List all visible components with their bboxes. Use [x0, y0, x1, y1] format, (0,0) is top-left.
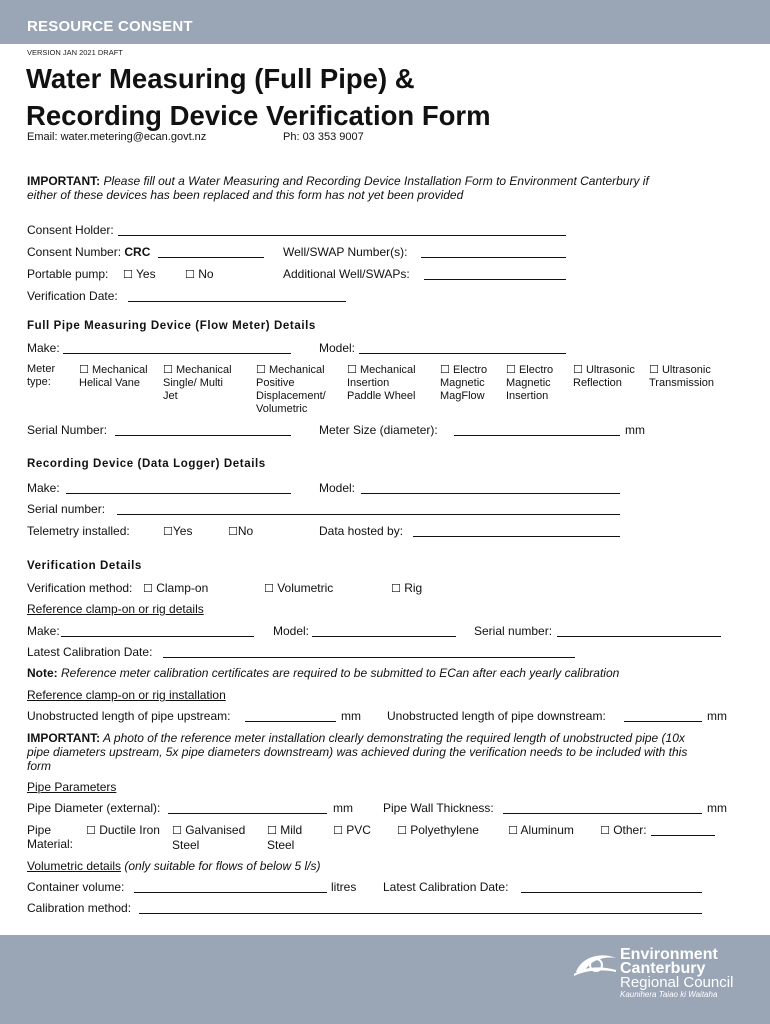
calibration-method-field[interactable]	[139, 913, 702, 914]
important-note	[27, 174, 747, 202]
material-galvanised-option[interactable]: ☐ Galvanised Steel	[172, 823, 246, 852]
checkbox-icon[interactable]: ☐	[79, 364, 89, 376]
meter-serial-label: Serial Number:	[27, 423, 108, 437]
meter-type-ultrasonic-reflection[interactable]: ☐ Ultrasonic Reflection	[573, 364, 635, 389]
pipe-diameter-unit: mm	[333, 801, 353, 815]
logger-make-label: Make:	[27, 481, 60, 495]
pipe-parameters-subheading: Pipe Parameters	[27, 780, 117, 794]
checkbox-icon[interactable]: ☐	[123, 269, 133, 281]
consent-number-field[interactable]	[158, 257, 264, 258]
header-banner	[0, 0, 770, 44]
ref-serial-label: Serial number:	[474, 624, 553, 638]
wellswap-label: Well/SWAP Number(s):	[283, 245, 408, 259]
checkbox-icon[interactable]: ☐	[185, 269, 195, 281]
downstream-label: Unobstructed length of pipe downstream:	[387, 709, 606, 723]
checkbox-icon[interactable]: ☐	[649, 364, 659, 376]
photo-important-note: IMPORTANT: A photo of the reference meter installation clearly demonstrating the required length of unobstructed pipe (10x pipe diameters upstream, 5x pipe diameters downstream) was achieved during the verification needs to be included with this form	[27, 731, 688, 773]
checkbox-icon[interactable]: ☐	[163, 526, 173, 538]
checkbox-icon[interactable]: ☐	[391, 583, 401, 595]
method-rig-option[interactable]: ☐ Rig	[391, 581, 423, 595]
meter-size-unit: mm	[625, 423, 645, 437]
material-polyethylene-option[interactable]: ☐ Polyethylene	[397, 823, 479, 837]
material-ductile-option[interactable]: ☐ Ductile Iron	[86, 823, 160, 837]
version-label: VERSION JAN 2021 DRAFT	[27, 48, 123, 57]
logger-model-field[interactable]	[361, 493, 620, 494]
meter-serial-field[interactable]	[115, 435, 291, 436]
upstream-label: Unobstructed length of pipe upstream:	[27, 709, 231, 723]
vol-calibration-label: Latest Calibration Date:	[383, 880, 509, 894]
ref-model-field[interactable]	[312, 636, 456, 637]
downstream-unit: mm	[707, 709, 727, 723]
wellswap-field[interactable]	[421, 257, 566, 258]
pipe-diameter-label: Pipe Diameter (external):	[27, 801, 161, 815]
portable-no-option[interactable]: ☐ No	[185, 267, 214, 281]
logger-model-label: Model:	[319, 481, 356, 495]
upstream-field[interactable]	[245, 721, 336, 722]
pipe-material-label: Pipe Material:	[27, 823, 74, 851]
important-line-2: either of these devices has been replaced and this form has not yet been provided	[27, 188, 464, 202]
meter-type-ultrasonic-transmission[interactable]: ☐ Ultrasonic Transmission	[649, 364, 714, 389]
meter-type-label: Meter type:	[27, 363, 56, 388]
verification-date-field[interactable]	[128, 301, 346, 302]
pipe-wall-field[interactable]	[503, 813, 702, 814]
consent-holder-label: Consent Holder:	[27, 223, 114, 237]
telemetry-yes-option[interactable]: ☐Yes	[163, 524, 193, 538]
checkbox-icon[interactable]: ☐	[228, 526, 238, 538]
additional-wellswap-field[interactable]	[424, 279, 566, 280]
checkbox-icon[interactable]: ☐	[600, 825, 610, 837]
checkbox-icon[interactable]: ☐	[506, 364, 516, 376]
flow-meter-heading: Full Pipe Measuring Device (Flow Meter) Details	[27, 320, 316, 332]
vol-calibration-field[interactable]	[521, 892, 702, 893]
method-volumetric-option[interactable]: ☐ Volumetric	[264, 581, 334, 595]
portable-pump-label: Portable pump:	[27, 267, 109, 281]
meter-make-field[interactable]	[63, 353, 291, 354]
telemetry-label: Telemetry installed:	[27, 524, 130, 538]
title-line-2: Recording Device Verification Form	[26, 100, 491, 131]
consent-holder-field[interactable]	[118, 235, 566, 236]
checkbox-icon[interactable]: ☐	[267, 825, 277, 837]
material-pvc-option[interactable]: ☐ PVC	[333, 823, 371, 837]
calibration-note: Note: Reference meter calibration certificates are required to be submitted to ECan after each yearly calibration	[27, 666, 620, 680]
ref-make-label: Make:	[27, 624, 60, 638]
data-hosted-field[interactable]	[413, 536, 620, 537]
telemetry-no-option[interactable]: ☐No	[228, 524, 254, 538]
verification-heading: Verification Details	[27, 560, 142, 572]
container-volume-field[interactable]	[134, 892, 327, 893]
container-volume-unit: litres	[331, 880, 357, 894]
logger-heading: Recording Device (Data Logger) Details	[27, 458, 266, 470]
checkbox-icon[interactable]: ☐	[86, 825, 96, 837]
crc-prefix: CRC	[124, 245, 151, 259]
meter-model-label: Model:	[319, 341, 356, 355]
meter-size-label: Meter Size (diameter):	[319, 423, 438, 437]
pipe-wall-unit: mm	[707, 801, 727, 815]
method-clamp-option[interactable]: ☐ Clamp-on	[143, 581, 209, 595]
ref-calibration-field[interactable]	[163, 657, 575, 658]
checkbox-icon[interactable]: ☐	[172, 825, 182, 837]
meter-type-electro-magflow[interactable]: ☐ Electro Magnetic MagFlow	[440, 364, 488, 402]
meter-make-label: Make:	[27, 341, 60, 355]
important-label: IMPORTANT:	[27, 174, 101, 188]
calibration-method-label: Calibration method:	[27, 901, 132, 915]
banner-title: RESOURCE CONSENT	[27, 18, 193, 35]
checkbox-icon[interactable]: ☐	[264, 583, 274, 595]
meter-type-mechanical-helical[interactable]: ☐ Mechanical Helical Vane	[79, 364, 148, 389]
important-line-1: Please fill out a Water Measuring and Recording Device Installation Form to Environment Canterbury if	[100, 174, 649, 188]
checkbox-icon[interactable]: ☐	[163, 364, 173, 376]
verification-method-label: Verification method:	[27, 581, 133, 595]
checkbox-icon[interactable]: ☐	[573, 364, 583, 376]
checkbox-icon[interactable]: ☐	[508, 825, 518, 837]
meter-type-mechanical-positive[interactable]: ☐ Mechanical Positive Displacement/ Volumetric	[256, 364, 326, 415]
checkbox-icon[interactable]: ☐	[256, 364, 266, 376]
checkbox-icon[interactable]: ☐	[397, 825, 407, 837]
consent-number-label: Consent Number: CRC	[27, 245, 151, 259]
ecan-logo: Environment Canterbury Regional Council Kaunihera Taiao ki Waitaha	[620, 946, 734, 999]
meter-size-field[interactable]	[454, 435, 620, 436]
ref-details-subheading: Reference clamp-on or rig details	[27, 602, 204, 616]
material-aluminum-option[interactable]: ☐ Aluminum	[508, 823, 574, 837]
verification-date-label: Verification Date:	[27, 289, 118, 303]
volumetric-subheading: Volumetric details (only suitable for flows of below 5 l/s)	[27, 859, 321, 873]
portable-yes-option[interactable]: ☐ Yes	[123, 267, 156, 281]
container-volume-label: Container volume:	[27, 880, 125, 894]
meter-type-electro-insertion[interactable]: ☐ Electro Magnetic Insertion	[506, 364, 554, 402]
page-title	[26, 60, 746, 134]
material-mild-option[interactable]: ☐ Mild Steel	[267, 823, 303, 852]
data-hosted-label: Data hosted by:	[319, 524, 404, 538]
pipe-diameter-field[interactable]	[168, 813, 327, 814]
pipe-wall-label: Pipe Wall Thickness:	[383, 801, 494, 815]
meter-type-mechanical-jet[interactable]: ☐ Mechanical Single/ Multi Jet	[163, 364, 232, 402]
ref-make-field[interactable]	[61, 636, 254, 637]
material-other-field[interactable]	[651, 835, 715, 836]
contact-phone: Ph: 03 353 9007	[283, 131, 364, 143]
meter-type-mechanical-insertion[interactable]: ☐ Mechanical Insertion Paddle Wheel	[347, 364, 416, 402]
logger-serial-field[interactable]	[117, 514, 620, 515]
logger-make-field[interactable]	[66, 493, 291, 494]
downstream-field[interactable]	[624, 721, 702, 722]
ref-calibration-label: Latest Calibration Date:	[27, 645, 153, 659]
title-line-1: Water Measuring (Full Pipe) &	[26, 63, 415, 94]
checkbox-icon[interactable]: ☐	[333, 825, 343, 837]
material-other-option[interactable]: ☐ Other:	[600, 823, 647, 837]
ref-model-label: Model:	[273, 624, 310, 638]
additional-wellswap-label: Additional Well/SWAPs:	[283, 267, 410, 281]
contact-email: Email: water.metering@ecan.govt.nz	[27, 131, 207, 143]
ecan-logo-mark-icon	[572, 950, 618, 978]
checkbox-icon[interactable]: ☐	[143, 583, 153, 595]
upstream-unit: mm	[341, 709, 361, 723]
checkbox-icon[interactable]: ☐	[347, 364, 357, 376]
checkbox-icon[interactable]: ☐	[440, 364, 450, 376]
ref-serial-field[interactable]	[557, 636, 721, 637]
logger-serial-label: Serial number:	[27, 502, 106, 516]
ref-install-subheading: Reference clamp-on or rig installation	[27, 688, 226, 702]
meter-model-field[interactable]	[359, 353, 566, 354]
